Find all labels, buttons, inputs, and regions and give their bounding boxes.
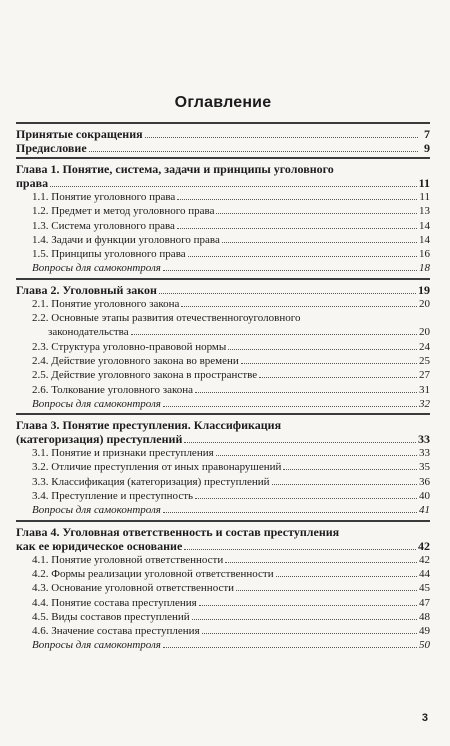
entry-page: 7 [424,127,430,141]
toc-subentry[interactable] [16,340,430,354]
toc-subentry[interactable] [16,553,430,567]
entry-title: 2.3. Структура уголовно-правовой нормы [32,340,227,353]
entry-page: 20 [419,297,430,310]
self-check-questions[interactable] [16,261,430,275]
entry-page: 50 [419,639,430,652]
entry-page: 35 [419,461,430,474]
self-check-questions[interactable] [16,638,430,652]
leader-dots [195,392,417,393]
chapter-entry[interactable] [16,283,430,297]
leader-dots [50,186,417,187]
table-of-contents [16,94,430,655]
chapter-2 [16,280,430,413]
entry-page: 11 [419,191,430,203]
entry-title: 3.2. Отличие преступления от иных правонарушений [32,461,282,474]
page-number: 3 [421,712,428,724]
entry-page: 31 [419,383,430,396]
toc-subentry[interactable] [16,190,430,204]
leader-dots [131,334,417,335]
leader-dots [163,270,417,271]
toc-subentry[interactable] [16,297,430,311]
leader-dots [195,498,417,499]
chapter-title-line: Глава 2. Уголовный закон [16,282,157,297]
leader-dots [163,647,417,648]
chapter-title-line[interactable]: Глава 4. Уголовная ответственность и состав преступления [16,524,340,539]
leader-dots [202,633,417,634]
entry-title: Вопросы для самоконтроля [32,639,161,652]
entry-title: 1.4. Задачи и функции уголовного права [32,233,220,246]
toc-subentry[interactable] [16,581,430,595]
chapter-4 [16,522,430,655]
entry-page: 9 [424,141,430,155]
entry-page: 14 [419,233,430,246]
chapter-page: 11 [418,176,430,190]
leader-dots [89,151,418,152]
chapter-title-line: как ее юридическое основание [16,538,183,553]
entry-title: 3.4. Преступление и преступность [32,490,194,503]
entry-page: 49 [419,625,430,638]
entry-page: 44 [419,567,430,580]
leader-dots [216,455,417,456]
chapter-1 [16,159,430,278]
entry-title: 4.5. Виды составов преступлений [32,610,190,623]
chapter-title-line: права [16,176,49,190]
entry-page: 47 [419,596,430,609]
chapter-3 [16,415,430,519]
leader-dots [225,562,417,563]
chapter-page: 33 [418,432,430,447]
toc-subentry[interactable] [16,247,430,261]
leader-dots [159,293,416,294]
entry-title: 4.1. Понятие уголовной ответственности [32,553,224,566]
entry-title: 2.1. Понятие уголовного закона [32,297,180,310]
toc-subentry[interactable] [16,354,430,368]
toc-subentry[interactable] [16,596,430,610]
leader-dots [228,349,417,350]
leader-dots [177,199,417,200]
entry-page: 42 [419,553,430,566]
toc-subentry[interactable] [16,368,430,382]
toc-subentry[interactable] [16,489,430,503]
chapter-title-line[interactable]: Глава 1. Понятие, система, задачи и принципы уголовного [16,162,334,176]
entry-title: Предисловие [16,141,87,155]
entry-title: 4.4. Понятие состава преступления [32,596,197,609]
entry-title: 3.1. Понятие и признаки преступления [32,447,214,460]
leader-dots [145,137,418,138]
entry-page: 20 [419,326,430,339]
toc-subentry[interactable] [16,204,430,218]
entry-page: 27 [419,369,430,382]
entry-page: 16 [419,248,430,261]
entry-title: 1.5. Принципы уголовного права [32,248,186,261]
entry-page: 40 [419,490,430,503]
entry-title: 1.1. Понятие уголовного права [32,191,176,203]
entry-title: 1.3. Система уголовного права [32,219,175,232]
entry-page: 25 [419,354,430,367]
toc-subentry[interactable] [16,446,430,460]
entry-page: 36 [419,475,430,488]
leader-dots [184,549,416,550]
entry-page: 41 [419,504,430,517]
bleed-through-text [0,0,450,88]
entry-title: 2.6. Толкование уголовного закона [32,383,194,396]
leader-dots [216,213,417,214]
entry-page: 18 [419,262,430,275]
entry-title: 4.6. Значение состава преступления [32,625,200,638]
entry-page: 33 [419,447,430,460]
toc-subentry[interactable] [16,219,430,233]
entry-title: 4.3. Основание уголовной ответственности [32,582,235,595]
self-check-questions[interactable] [16,397,430,411]
entry-page: 32 [419,397,430,410]
toc-subentry[interactable] [16,610,430,624]
entry-page: 45 [419,582,430,595]
chapter-entry[interactable] [16,176,430,190]
leader-dots [272,484,418,485]
toc-subentry[interactable] [16,624,430,638]
chapter-title-line[interactable]: Глава 3. Понятие преступления. Классификация [16,418,282,433]
entry-title: Вопросы для самоконтроля [32,262,161,275]
entry-page: 24 [419,340,430,353]
leader-dots [236,590,417,591]
toc-entry[interactable] [16,141,430,155]
entry-title: Вопросы для самоконтроля [32,504,161,517]
leader-dots [181,306,417,307]
leader-dots [241,363,417,364]
leader-dots [222,242,417,243]
entry-title: 2.5. Действие уголовного закона в пространстве [32,369,258,382]
chapter-entry[interactable] [16,539,430,553]
entry-page: 14 [419,219,430,232]
chapter-title-line: (категоризация) преступлений [16,432,183,447]
toc-entry[interactable] [16,127,430,141]
chapter-page: 42 [418,538,430,553]
leader-dots [163,406,417,407]
entry-page: 48 [419,610,430,623]
toc-subentry[interactable] [16,383,430,397]
entry-title: 1.2. Предмет и метод уголовного права [32,205,215,218]
leader-dots [276,576,417,577]
toc-subentry[interactable] [16,567,430,581]
toc-subentry[interactable] [16,233,430,247]
leader-dots [163,512,417,513]
entry-title: Вопросы для самоконтроля [32,397,161,410]
toc-subentry[interactable] [16,460,430,474]
leader-dots [192,619,417,620]
front-matter [16,124,430,157]
chapter-entry[interactable] [16,432,430,446]
entry-title: 2.4. Действие уголовного закона во времени [32,354,239,367]
leader-dots [259,377,417,378]
toc-subentry-line[interactable]: 2.2. Основные этапы развития отечественногоуголовного [32,312,301,325]
page-title: Оглавление [174,94,272,111]
entry-title: 4.2. Формы реализации уголовной ответственности [32,567,274,580]
leader-dots [188,256,417,257]
toc-subentry[interactable] [16,475,430,489]
entry-title: 3.3. Классификация (категоризация) преступлений [32,475,270,488]
entry-title: законодательства [48,326,129,339]
chapter-page: 19 [418,282,430,297]
leader-dots [184,442,416,443]
toc-subentry[interactable] [16,325,430,339]
leader-dots [199,605,417,606]
self-check-questions[interactable] [16,503,430,517]
leader-dots [177,228,417,229]
leader-dots [283,469,417,470]
entry-page: 13 [419,205,430,218]
entry-title: Принятые сокращения [16,127,143,141]
